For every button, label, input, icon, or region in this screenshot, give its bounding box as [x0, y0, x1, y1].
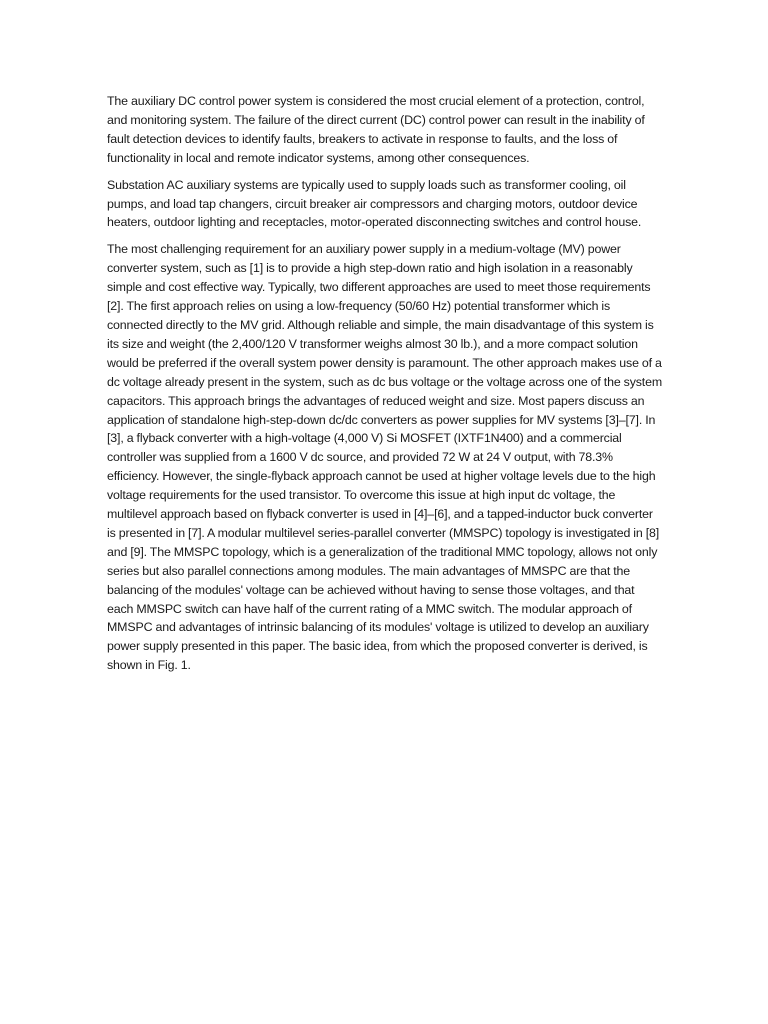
- paragraph-substation-ac-auxiliary: Substation AC auxiliary systems are typically used to supply loads such as transformer cooling, oil pumps, and load tap changers, circuit breaker air compressors and charging motors, outdoor device heaters, outdoor lighting and receptacles, motor-operated disconnecting switches and control house.: [107, 177, 642, 230]
- paragraph-mv-auxiliary-power-supply: The most challenging requirement for an auxiliary power supply in a medium-voltage (MV) power converter system, such as [1] is to provide a high step-down ratio and high isolation in a reasonably simple and cost effective way. Typically, two different approaches are used to meet those requirements [2]. The first approach relies on using a low-frequency (50/60 Hz) potential transformer which is connected directly to the MV grid. Although reliable and simple, the main disadvantage of this system is its size and weight (the 2,400/120 V transformer weighs almost 30 lb.), and a more compact solution would be preferred if the overall system power density is paramount. The other approach makes use of a dc voltage already present in the system, such as dc bus voltage or the voltage across one of the system capacitors. This approach brings the advantages of reduced weight and size. Most papers discuss an application of standalone high-step-down dc/dc converters as power supplies for MV systems [3]–[7]. In [3], a flyback converter with a high-voltage (4,000 V) Si MOSFET (IXTF1N400) and a commercial controller was supplied from a 1600 V dc source, and provided 72 W at 24 V output, with 78.3% efficiency. However, the single-flyback approach cannot be used at higher voltage levels due to the high voltage requirements for the used transistor. To overcome this issue at high input dc voltage, the multilevel approach based on flyback converter is used in [4]–[6], and a tapped-inductor buck converter is presented in [7]. A modular multilevel series-parallel converter (MMSPC) topology is investigated in [8] and [9]. The MMSPC topology, which is a generalization of the traditional MMC topology, allows not only series but also parallel connections among modules. The main advantages of MMSPC are that the balancing of the modules' voltage can be achieved without having to sense those voltages, and that each MMSPC switch can have half of the current rating of a MMC switch. The modular approach of MMSPC and advantages of intrinsic balancing of its modules' voltage is utilized to develop an auxiliary power supply presented in this paper. The basic idea, from which the proposed converter is derived, is shown in Fig. 1.: [107, 242, 663, 673]
- document-body: [107, 92, 663, 683]
- paragraph-dc-control-power: The auxiliary DC control power system is considered the most crucial element of a protection, control, and monitoring system. The failure of the direct current (DC) control power can result in the inability of fault detection devices to identify faults, breakers to activate in response to faults, and the loss of functionality in local and remote indicator systems, among other consequences.: [107, 94, 645, 165]
